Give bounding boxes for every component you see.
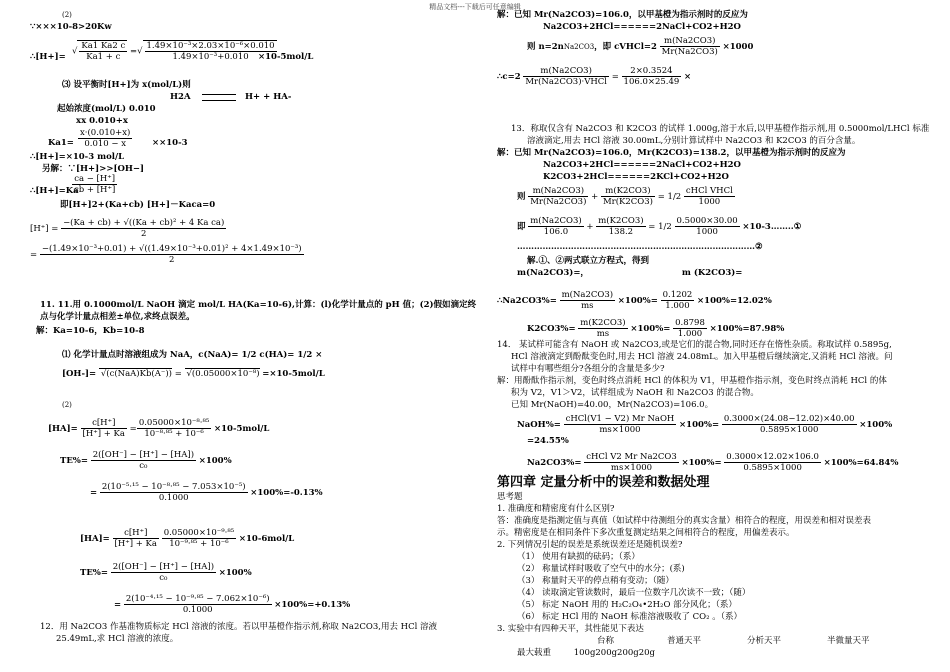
frac-num: 0.8798 [675, 318, 705, 328]
frac-den: 10⁻⁹·⁸⁵ + 10⁻⁶ [169, 539, 229, 549]
table-header: 台称 [597, 636, 615, 646]
text: 即 [517, 222, 526, 232]
frac-num: m(K2CO3) [598, 216, 644, 226]
solution-13: 解：已知 Mr(Na2CO3)=106.0，Mr(K2CO3)=138.2，以甲基橙为指示剂时的反应为 [497, 148, 846, 158]
text: ⑴ 化学计量点时溶液组成为 NaA，c(NaA)= [62, 350, 239, 360]
question-11-cont: 点与化学计量点相差±单位,求终点误差。 [40, 312, 195, 322]
answer-1: 答：准确度是指测定值与真值（如试样中待测组分的真实含量）相符合的程度，用误差和相对误差表 [497, 516, 872, 526]
frac-den: c₀ [159, 573, 168, 583]
frac-den: Ka1 + c [86, 52, 121, 62]
alt-fraction [72, 174, 117, 195]
text: ×100%= [617, 296, 658, 306]
text: ×10-3……..① [742, 222, 802, 232]
root-label: [H⁺] = [30, 224, 59, 234]
quadratic-root [30, 218, 226, 239]
item-label: (2) [62, 401, 72, 409]
row-label: 最大载重 [517, 648, 552, 658]
question-12-cont: 25.49mL,求 HCl 溶液的浓度。 [56, 634, 179, 644]
result: ×100% [859, 420, 893, 430]
balance-table-row [517, 648, 655, 658]
frac-den: 0.5895×1000 [743, 463, 802, 473]
h-conc-alt: ∴[H+]=Ka [30, 186, 79, 196]
label: K2CO3%= [527, 324, 576, 334]
equilibrium-right: H+ + HA- [245, 92, 292, 102]
te-calc-1 [60, 450, 232, 471]
quadratic-numeric [30, 244, 304, 265]
text: 则 n=2n [527, 42, 564, 52]
frac-num: m(Na2CO3) [660, 36, 720, 47]
frac-den: 2 [169, 255, 175, 265]
answer-1-cont: 示。精密度是在相同条件下多次重复测定结果之间相符合的程度，用偏差表示。 [497, 528, 795, 538]
frac-num: −(1.49×10⁻³+0.01) + √((1.49×10⁻³+0.01)² + 4×1.49×10⁻³) [41, 244, 302, 254]
reaction-3: K2CO3+2HCl======2KCl+CO2+H2O [543, 172, 729, 182]
list-item: （6） 标定 HCl 用的 NaOH 标准溶液吸收了 CO₂ 。（系） [517, 612, 742, 622]
eq-sign: = [90, 488, 98, 498]
reaction-1: Na2CO3+2HCl======2NaCl+CO2+H2O [543, 22, 741, 32]
frac-den: 10⁻⁸·⁸⁵ + 10⁻⁶ [144, 429, 204, 439]
label: TE%= [60, 456, 89, 466]
frac-num: c[H⁺] [81, 418, 127, 429]
naoh-percent [517, 414, 892, 435]
question-14-cont: HCl 溶液滴定到酚酞变色时,用去 HCl 溶液 24.08mL。加入甲基橙后继续滴定,又消耗 HCl 溶液。问 [511, 352, 893, 362]
stoich-point [62, 350, 322, 360]
table-header: 分析天平 [747, 636, 782, 646]
text: m (K2CO3)= [681, 268, 743, 278]
frac-num: 2(10⁻⁵·¹⁵ − 10⁻⁸·⁸⁵ − 7.053×10⁻⁵) [101, 482, 246, 492]
question-12: 12．用 Na2CO3 作基准物质标定 HCl 溶液的浓度。若以甲基橙作指示剂,称取 Na2CO3,用去 HCl 溶液 [40, 622, 437, 632]
frac-num: cHCl(V1 − V2) Mr NaOH [565, 414, 675, 424]
result: ×10-6mol/L [238, 534, 295, 544]
half-fraction: 1/2 [658, 222, 672, 232]
frac-num: 0.1202 [662, 290, 693, 300]
frac-num: 1.49×10⁻³×2.03×10⁻⁶×0.010 [146, 41, 275, 51]
plus: + [586, 222, 594, 232]
result: ×100%=87.98% [709, 324, 785, 334]
result: ×10-5mol/L [214, 424, 270, 434]
result: ××10-3 [152, 138, 188, 148]
text: ×100%= [679, 420, 720, 430]
result: ×100%=12.02% [697, 296, 772, 306]
question-14-cont2: 试样中有哪些组分?各组分的含量是多少? [511, 364, 665, 374]
frac-den: 0.1000 [158, 493, 189, 503]
equation-2-marker: …………………………………………………………………………② [517, 242, 763, 252]
eq-sign: = [174, 369, 182, 379]
section-label: 思考题 [497, 492, 523, 502]
row-values: 100g200g200g20g [573, 648, 655, 658]
quadratic-equation: 即[H+]2+(Ka+cb) [H+]－Kaca=0 [60, 200, 216, 210]
text: 则 [517, 192, 526, 202]
question-14: 14． 某试样可能含有 NaOH 或 Na2CO3,或是它们的混合物,同时还存在惰性杂质。称取试样 0.5895g, [497, 340, 892, 350]
frac-den: 138.2 [608, 227, 634, 237]
mass-results [517, 268, 742, 278]
label: ∴c=2 [497, 72, 521, 82]
eq-sign: = [30, 250, 38, 260]
simultaneous-solution: 解.①、②两式联立方程式，得到 [527, 256, 649, 266]
question-13-cont: 溶液滴定,用去 HCl 溶液 30.00mL,分别计算试样中 Na2CO3 和 K2CO3 的百分含量。 [527, 136, 861, 146]
te-calc-3 [80, 562, 252, 583]
half-fraction: 1/2 [297, 350, 313, 360]
equation-1 [517, 186, 735, 207]
na2co3-percent-2 [527, 452, 898, 473]
question-11: 11. 11.用 0.1000mol/L NaOH 滴定 mol/L HA(Ka=10-6),计算：(l)化学计量点的 pH 值；(2)假如滴定终 [40, 300, 477, 310]
frac-num: m(Na2CO3) [523, 66, 609, 77]
frac-num: cHCl VHCl [685, 186, 733, 196]
frac-den: 0.010 − x [84, 139, 127, 149]
frac-den: Mr(Na2CO3)·VHCl [525, 77, 607, 87]
eq-sign: = [611, 72, 619, 82]
list-item: （3） 称量时天平的停点稍有变动；（随） [517, 576, 674, 586]
label: NaOH%= [517, 420, 561, 430]
frac-num: m(K2CO3) [601, 186, 655, 197]
k2co3-percent [527, 318, 784, 339]
text: ×1000 [722, 42, 754, 52]
naoh-result: =24.55% [527, 436, 569, 446]
sqrt-expr: √(0.05000×10⁻⁸) [186, 369, 260, 379]
equation-2 [517, 216, 801, 237]
question-3: 3. 实验中有四种天平，其性能见下表达 [497, 624, 644, 634]
frac-den: ms [581, 301, 594, 311]
na2co3-percent [497, 290, 772, 311]
frac-num: Ka1 Ka2 c [81, 41, 126, 51]
frac-num: m(Na2CO3) [528, 186, 588, 197]
frac-num: 0.5000×30.00 [676, 216, 738, 226]
result: =×10-5mol/L [262, 369, 325, 379]
list-item: （2） 称量试样时吸收了空气中的水分；(系) [517, 564, 685, 574]
solution-12: 解：已知 Mr(Na2CO3)=106.0，以甲基橙为指示剂时的反应为 [497, 10, 748, 20]
frac-num: 2([OH⁻] − [H⁺] − [HA]) [112, 562, 215, 572]
text: ×100%= [681, 458, 722, 468]
text: ×100%= [630, 324, 671, 334]
h-conc-label: ∴[H+]= [30, 52, 66, 62]
result: ×100%=-0.13% [250, 488, 323, 498]
initial-concentration: 起始浓度(mol/L) 0.010 [57, 104, 156, 114]
frac-den: 2 [140, 229, 147, 239]
half-fraction: 1/2 [241, 350, 257, 360]
frac-num: c[H⁺] [113, 528, 159, 539]
label: ∴Na2CO3%= [497, 296, 557, 306]
list-item: （1） 使用有缺损的砝码；（系） [517, 552, 640, 562]
result: ×100%=+0.13% [274, 600, 351, 610]
mole-relation [527, 36, 753, 57]
frac-den: c₀ [139, 461, 148, 471]
text: × [684, 72, 692, 82]
frac-num: m(Na2CO3) [530, 216, 582, 226]
condition-line: ∵×××10-8>20Kw [30, 22, 112, 32]
solution-14: 解：用酚酞作指示剂，变色时终点消耗 HCl 的体积为 V1，甲基橙作指示剂，变色时终点消耗 HCl 的体 [497, 376, 887, 386]
question-2: 2. 下列情况引起的误差是系统误差还是随机误差? [497, 540, 683, 550]
result: ×100% [198, 456, 232, 466]
frac-den: 106.0 [543, 227, 569, 237]
chapter-heading: 第四章 定量分析中的误差和数据处理 [497, 475, 710, 490]
frac-num: cHCl V2 Mr Na2CO3 [586, 452, 677, 462]
label: Na2CO3%= [527, 458, 582, 468]
frac-num: 2×0.3524 [622, 66, 682, 77]
label: [HA]= [80, 534, 110, 544]
frac-den: 1000 [696, 227, 718, 237]
frac-den: 1.000 [665, 301, 690, 311]
frac-den: 0.5895×1000 [759, 425, 819, 435]
table-header: 普通天平 [667, 636, 702, 646]
question-13: 13．称取仅含有 Na2CO3 和 K2CO3 的试样 1.000g,溶于水后,以甲基橙作指示剂,用 0.5000mol/LHCl 标准 [511, 124, 930, 134]
frac-num: 0.05000×10⁻⁹·⁸⁵ [163, 528, 235, 538]
conc-calc [497, 66, 691, 87]
list-item: （4） 读取滴定管读数时，最后一位数字几次读不一致；（随） [517, 588, 751, 598]
text: ，即 cVHCl=2 [594, 42, 657, 52]
frac-den: [H⁺] + Ka [114, 539, 157, 549]
frac-den: ms×1000 [599, 425, 641, 435]
frac-num: −(Ka + cb) + √((Ka + cb)² + 4 Ka ca) [63, 218, 225, 228]
frac-num: 2([OH⁻] − [H⁺] − [HA]) [92, 450, 195, 460]
plus: + [591, 192, 599, 202]
equilibrium-arrow [202, 94, 236, 101]
h-conc-result: ∴[H+]=×10-3 mol/L [30, 152, 125, 162]
label: [HA]= [48, 424, 78, 434]
text: × [315, 350, 323, 360]
ka1-label: Ka1= [48, 138, 74, 148]
frac-num: 0.3000×12.02×106.0 [726, 452, 819, 462]
ha-calc-2 [80, 528, 294, 549]
frac-den: cb + [H⁺] [74, 185, 116, 195]
frac-den: Mr(Na2CO3) [661, 47, 718, 57]
equilibrium-concentration: xx 0.010+x [76, 116, 128, 126]
solution-14-cont: 积为 V2，V1＞V2，试样组成为 NaOH 和 Na2CO3 的混合物。 [511, 388, 759, 398]
label: [OH-]= [62, 369, 97, 379]
frac-num: m(K2CO3) [580, 318, 626, 328]
frac-den: [H⁺] + Ka [82, 429, 125, 439]
frac-den: 1000 [698, 197, 721, 207]
frac-num: 0.3000×(24.08−12.02)×40.00 [723, 414, 855, 424]
ha-calc-1: [HA]= $\frac{c[H^+]}{[H^+] + Ka}$ = $\frac{\text{0.05000×10⁻⁸·⁸⁵}}{\text{10⁻⁸·⁸⁵ + 10⁻⁶}}$ ×10-5mol/L [48, 418, 270, 439]
frac-den: 106.0×25.49 [623, 77, 680, 87]
oh-conc [62, 368, 325, 379]
frac-den: 1.000 [677, 329, 703, 339]
frac-num: m(Na2CO3) [561, 290, 614, 300]
eq-sign: = [648, 222, 656, 232]
frac-den: ms [596, 329, 610, 339]
frac-num: ca − [H⁺] [72, 174, 117, 185]
table-header: 半微量天平 [827, 636, 870, 646]
frac-den: ms×1000 [610, 463, 653, 473]
known-values: 已知 Mr(NaOH)=40.00，Mr(Na2CO3)=106.0。 [511, 400, 714, 410]
page-header: 精品文档---下载后可任意编辑 [429, 3, 521, 11]
sqrt-expr: √(c(NaA)Kb(A⁻)) [100, 369, 172, 379]
reaction-2: Na2CO3+2HCl======2NaCl+CO2+H2O [543, 160, 741, 170]
question-1: 1. 准确度和精密度有什么区别? [497, 504, 615, 514]
equilibrium-left: H2A [170, 92, 191, 102]
text: c(HA)= [259, 350, 295, 360]
subscript: Na2CO3 [563, 43, 595, 51]
eq-sign: = [657, 192, 665, 202]
result: ×10-5mol/L [258, 52, 314, 62]
frac-den: 1.49×10⁻³+0.010 [172, 52, 249, 62]
ka1-fraction [78, 128, 132, 149]
step-heading: ⑶ 设平衡时[H+]为 x(mol/L)则 [62, 80, 191, 90]
result: ×100%=64.84% [823, 458, 899, 468]
list-item: （5） 标定 NaOH 用的 H₂C₂O₄•2H₂O 部分风化；（系） [517, 600, 737, 610]
eq-sign: = [114, 600, 122, 610]
alt-solution: 另解：∵[H+]>>[OH−] [42, 164, 145, 174]
sqrt-formula: √ $\frac{Ka1 Ka2 c}{Ka1 + c}$ =√ $\frac{\text{1.49×10⁻³×2.03×10⁻⁶×0.010}}{\text{1.49×10⁻³+0.010}}$ [72, 41, 275, 62]
text: m(Na2CO3)=， [517, 268, 589, 278]
frac-den: Mr(K2CO3) [602, 197, 653, 207]
frac-num: 2(10⁻⁴·¹⁵ − 10⁻⁹·⁸⁵ − 7.062×10⁻⁶) [125, 594, 270, 604]
label: TE%= [80, 568, 109, 578]
te-calc-2 [90, 482, 323, 503]
frac-den: 0.1000 [182, 605, 213, 615]
frac-num: x·(0.010+x) [80, 128, 131, 138]
item-label: (2) [62, 11, 72, 19]
half-fraction: 1/2 [667, 192, 682, 202]
frac-den: Mr(Na2CO3) [530, 197, 587, 207]
te-calc-4 [114, 594, 350, 615]
frac-num: 0.05000×10⁻⁸·⁸⁵ [138, 418, 210, 428]
result: ×100% [218, 568, 252, 578]
solution-header: 解：Ka=10-6，Kb=10-8 [36, 326, 145, 336]
